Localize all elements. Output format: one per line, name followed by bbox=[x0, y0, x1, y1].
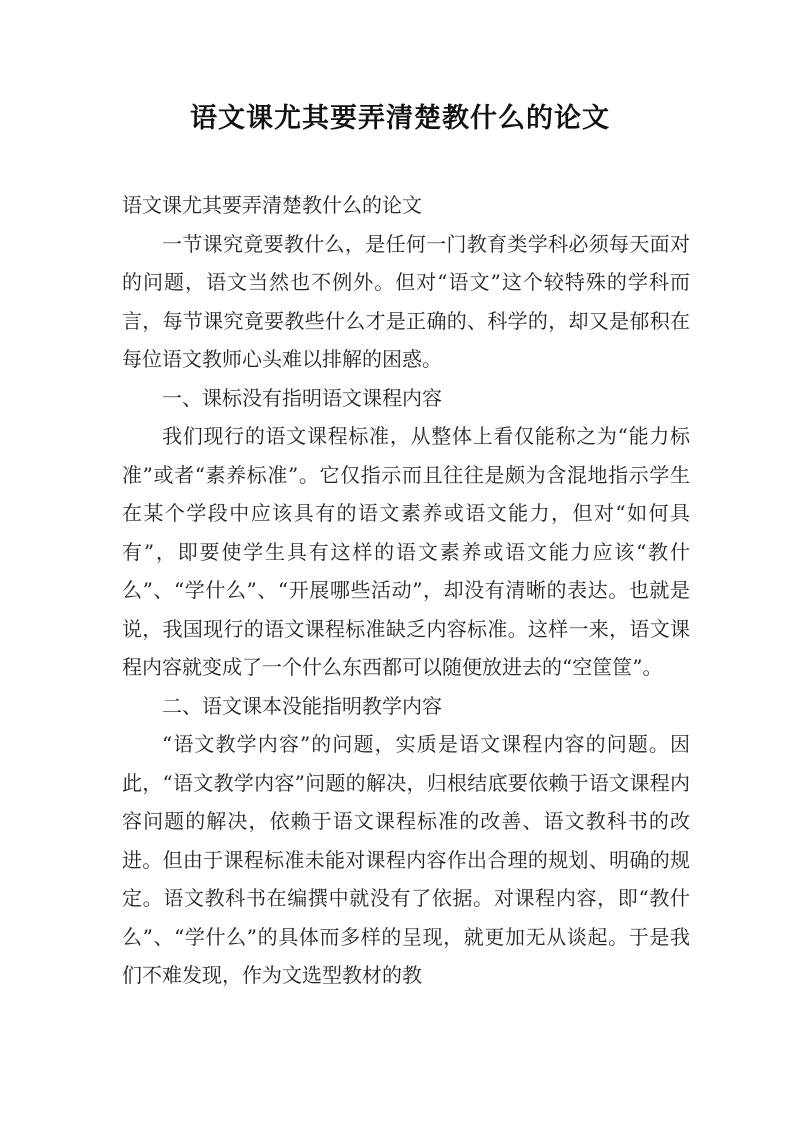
document-title: 语文课尤其要弄清楚教什么的论文 bbox=[190, 103, 610, 134]
paragraph: 我们现行的语文课程标准，从整体上看仅能称之为“能力标准”或者“素养标准”。它仅指示而且往往是颇为含混地指示学生在某个学段中应该具有的语文素养或语文能力，但对“如何具有”，即要使学生具有这样的语文素养或语文能力应该“教什么”、“学什么”、“开展哪些活动”，却没有清晰的表达。也就是说，我国现行的语文课程标准缺乏内容标准。这样一来，语文课程内容就变成了一个什么东西都可以随便放进去的“空筐筐”。 bbox=[122, 424, 690, 679]
document-body bbox=[122, 186, 690, 995]
paragraph: 一节课究竟要教什么，是任何一门教育类学科必须每天面对的问题，语文当然也不例外。但对“语文”这个较特殊的学科而言，每节课究竟要教些什么才是正确的、科学的，却又是郁积在每位语文教师心头难以排解的困惑。 bbox=[122, 231, 690, 371]
section-heading: 二、语文课本没能指明教学内容 bbox=[162, 693, 442, 718]
paragraph-subtitle: 语文课尤其要弄清楚教什么的论文 bbox=[122, 193, 422, 217]
paragraph: “语文教学内容”的问题，实质是语文课程内容的问题。因此，“语文教学内容”问题的解决，归根结底要依赖于语文课程内容问题的解决，依赖于语文课程标准的改善、语文教科书的改进。但由于课程标准未能对课程内容作出合理的规划、明确的规定。语文教科书在编撰中就没有了依据。对课程内容，即“教什么”、“学什么”的具体而多样的呈现，就更加无从谈起。于是我们不难发现，作为文选型教材的教 bbox=[122, 732, 690, 987]
section-heading: 一、课标没有指明语文课程内容 bbox=[162, 385, 442, 410]
